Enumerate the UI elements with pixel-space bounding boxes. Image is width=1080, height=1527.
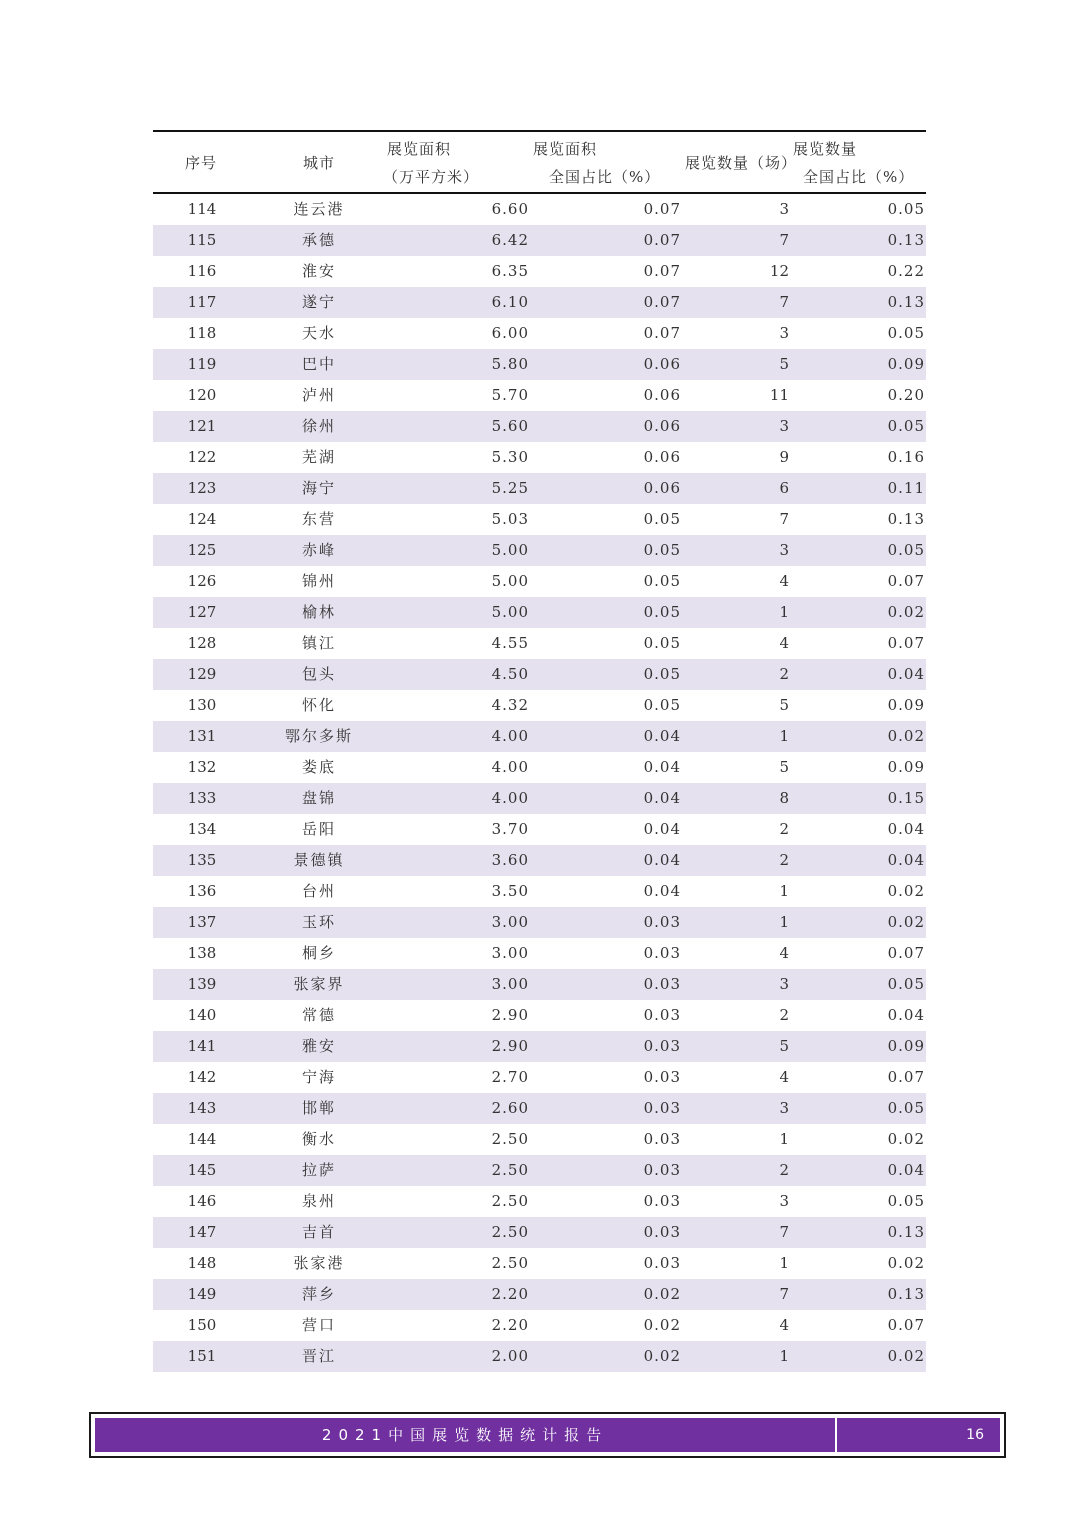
area-share: 0.04: [643, 727, 681, 745]
exhibition-area: 5.03: [491, 510, 529, 528]
exhibition-count: 7: [779, 231, 789, 249]
table-row: [153, 969, 926, 1000]
table-row: [153, 1093, 926, 1124]
count-share: 0.13: [887, 510, 925, 528]
table-header: [153, 132, 926, 192]
row-number: 121: [187, 417, 217, 435]
area-share: 0.04: [643, 789, 681, 807]
area-share: 0.03: [643, 1068, 681, 1086]
exhibition-count: 7: [779, 293, 789, 311]
exhibition-area: 3.60: [491, 851, 529, 869]
area-share: 0.07: [643, 262, 681, 280]
area-share: 0.06: [643, 417, 681, 435]
header-count-share: 展览数量: [793, 140, 858, 158]
row-number: 134: [187, 820, 217, 838]
row-number: 147: [187, 1223, 217, 1241]
row-number: 143: [187, 1099, 217, 1117]
table-row: [153, 1310, 926, 1341]
header-area: 展览面积: [387, 140, 452, 158]
count-share: 0.05: [887, 975, 925, 993]
exhibition-area: 5.00: [491, 541, 529, 559]
row-number: 120: [187, 386, 217, 404]
exhibition-area: 2.50: [491, 1161, 529, 1179]
area-share: 0.07: [643, 324, 681, 342]
area-share: 0.04: [643, 882, 681, 900]
exhibition-area: 3.00: [491, 975, 529, 993]
exhibition-count: 1: [779, 603, 789, 621]
city-name: 天水: [301, 324, 336, 342]
header-no: 序号: [185, 154, 218, 172]
area-share: 0.03: [643, 1006, 681, 1024]
table-row: [153, 783, 926, 814]
row-number: 135: [187, 851, 217, 869]
table-row: [153, 1186, 926, 1217]
city-name: 张家港: [293, 1254, 345, 1272]
city-name: 赤峰: [301, 541, 336, 559]
area-share: 0.05: [643, 510, 681, 528]
exhibition-area: 6.42: [491, 231, 529, 249]
count-share: 0.05: [887, 324, 925, 342]
row-number: 140: [187, 1006, 217, 1024]
table-row: [153, 318, 926, 349]
row-number: 125: [187, 541, 217, 559]
area-share: 0.07: [643, 200, 681, 218]
exhibition-area: 3.70: [491, 820, 529, 838]
row-number: 137: [187, 913, 217, 931]
exhibition-count: 2: [779, 851, 789, 869]
row-number: 138: [187, 944, 217, 962]
exhibition-area: 2.90: [491, 1006, 529, 1024]
area-share: 0.02: [643, 1347, 681, 1365]
exhibition-area: 3.00: [491, 944, 529, 962]
count-share: 0.05: [887, 417, 925, 435]
header-area-share: 展览面积: [533, 140, 598, 158]
area-share: 0.03: [643, 1161, 681, 1179]
area-share: 0.06: [643, 479, 681, 497]
table-row: [153, 845, 926, 876]
count-share: 0.09: [887, 696, 925, 714]
count-share: 0.02: [887, 727, 925, 745]
table-row: [153, 349, 926, 380]
city-name: 包头: [301, 665, 336, 683]
area-share: 0.03: [643, 1099, 681, 1117]
exhibition-count: 7: [779, 1285, 789, 1303]
row-number: 115: [187, 231, 217, 249]
page-number: 16: [966, 1427, 984, 1443]
exhibition-count: 3: [779, 1192, 789, 1210]
table-row: [153, 721, 926, 752]
count-share: 0.07: [887, 1068, 925, 1086]
row-number: 132: [187, 758, 217, 776]
count-share: 0.02: [887, 913, 925, 931]
exhibition-area: 6.00: [491, 324, 529, 342]
exhibition-count: 4: [779, 572, 789, 590]
area-share: 0.03: [643, 1037, 681, 1055]
table-row: [153, 194, 926, 225]
count-share: 0.13: [887, 1223, 925, 1241]
city-name: 泉州: [301, 1192, 336, 1210]
table-row: [153, 938, 926, 969]
exhibition-count: 3: [779, 975, 789, 993]
count-share: 0.09: [887, 1037, 925, 1055]
area-share: 0.04: [643, 820, 681, 838]
exhibition-area: 5.60: [491, 417, 529, 435]
city-name: 桐乡: [301, 944, 336, 962]
count-share: 0.02: [887, 1130, 925, 1148]
city-name: 萍乡: [301, 1285, 336, 1303]
exhibition-count: 1: [779, 913, 789, 931]
table-row: [153, 814, 926, 845]
table-row: [153, 225, 926, 256]
exhibition-count: 4: [779, 634, 789, 652]
exhibition-count: 4: [779, 1316, 789, 1334]
city-name: 遂宁: [301, 293, 336, 311]
area-share: 0.03: [643, 944, 681, 962]
exhibition-area: 2.50: [491, 1192, 529, 1210]
exhibition-area: 6.10: [491, 293, 529, 311]
exhibition-count: 1: [779, 727, 789, 745]
count-share: 0.09: [887, 355, 925, 373]
row-number: 144: [187, 1130, 217, 1148]
area-share: 0.04: [643, 851, 681, 869]
area-share: 0.05: [643, 541, 681, 559]
city-name: 岳阳: [301, 820, 336, 838]
exhibition-area: 5.00: [491, 572, 529, 590]
row-number: 130: [187, 696, 217, 714]
city-name: 海宁: [301, 479, 336, 497]
header-count: 展览数量（场）: [685, 154, 798, 172]
exhibition-area: 2.70: [491, 1068, 529, 1086]
exhibition-count: 11: [769, 386, 789, 404]
exhibition-count: 4: [779, 1068, 789, 1086]
count-share: 0.02: [887, 603, 925, 621]
city-name: 娄底: [301, 758, 336, 776]
city-name: 景德镇: [293, 851, 345, 869]
table-row: [153, 597, 926, 628]
exhibition-area: 5.80: [491, 355, 529, 373]
row-number: 139: [187, 975, 217, 993]
header-city: 城市: [303, 154, 336, 172]
city-name: 张家界: [293, 975, 345, 993]
count-share: 0.16: [887, 448, 925, 466]
exhibition-count: 5: [779, 1037, 789, 1055]
area-share: 0.03: [643, 1192, 681, 1210]
exhibition-count: 2: [779, 1006, 789, 1024]
row-number: 119: [187, 355, 217, 373]
count-share: 0.15: [887, 789, 925, 807]
area-share: 0.02: [643, 1316, 681, 1334]
header-count-share-unit: 全国占比（%）: [803, 168, 915, 186]
table-row: [153, 1248, 926, 1279]
exhibition-area: 2.60: [491, 1099, 529, 1117]
area-share: 0.05: [643, 634, 681, 652]
table-row: [153, 1124, 926, 1155]
city-name: 台州: [301, 882, 336, 900]
count-share: 0.04: [887, 665, 925, 683]
count-share: 0.22: [887, 262, 925, 280]
city-name: 徐州: [301, 417, 336, 435]
exhibition-area: 2.50: [491, 1223, 529, 1241]
row-number: 145: [187, 1161, 217, 1179]
report-title: 2021中国展览数据统计报告: [321, 1426, 609, 1444]
exhibition-count: 3: [779, 324, 789, 342]
exhibition-count: 12: [769, 262, 789, 280]
area-share: 0.05: [643, 665, 681, 683]
area-share: 0.05: [643, 696, 681, 714]
table-row: [153, 628, 926, 659]
city-name: 承德: [301, 231, 336, 249]
city-name: 锦州: [301, 572, 336, 590]
row-number: 131: [187, 727, 217, 745]
table-row: [153, 1062, 926, 1093]
row-number: 124: [187, 510, 217, 528]
city-name: 拉萨: [301, 1161, 336, 1179]
area-share: 0.07: [643, 293, 681, 311]
count-share: 0.11: [887, 479, 925, 497]
exhibition-area: 3.00: [491, 913, 529, 931]
count-share: 0.13: [887, 293, 925, 311]
row-number: 148: [187, 1254, 217, 1272]
city-name: 玉环: [301, 913, 336, 931]
exhibition-count: 1: [779, 1130, 789, 1148]
area-share: 0.06: [643, 448, 681, 466]
city-name: 巴中: [301, 355, 336, 373]
city-name: 榆林: [301, 603, 336, 621]
table-row: [153, 566, 926, 597]
exhibition-area: 2.90: [491, 1037, 529, 1055]
exhibition-count: 8: [779, 789, 789, 807]
city-name: 鄂尔多斯: [284, 727, 353, 745]
exhibition-table: [153, 130, 926, 1372]
exhibition-area: 2.50: [491, 1130, 529, 1148]
exhibition-count: 1: [779, 882, 789, 900]
table-row: [153, 907, 926, 938]
area-share: 0.05: [643, 603, 681, 621]
count-share: 0.02: [887, 1347, 925, 1365]
table-row: [153, 1155, 926, 1186]
exhibition-count: 5: [779, 758, 789, 776]
count-share: 0.05: [887, 200, 925, 218]
table-row: [153, 473, 926, 504]
count-share: 0.07: [887, 944, 925, 962]
table-row: [153, 535, 926, 566]
row-number: 122: [187, 448, 217, 466]
table-row: [153, 411, 926, 442]
row-number: 133: [187, 789, 217, 807]
city-name: 雅安: [301, 1037, 336, 1055]
row-number: 116: [187, 262, 217, 280]
city-name: 泸州: [301, 386, 336, 404]
count-share: 0.05: [887, 1192, 925, 1210]
exhibition-count: 1: [779, 1254, 789, 1272]
table-row: [153, 380, 926, 411]
exhibition-area: 5.00: [491, 603, 529, 621]
count-share: 0.05: [887, 541, 925, 559]
row-number: 149: [187, 1285, 217, 1303]
count-share: 0.02: [887, 1254, 925, 1272]
area-share: 0.03: [643, 975, 681, 993]
exhibition-count: 2: [779, 1161, 789, 1179]
table-row: [153, 659, 926, 690]
count-share: 0.05: [887, 1099, 925, 1117]
area-share: 0.03: [643, 1130, 681, 1148]
exhibition-count: 9: [779, 448, 789, 466]
count-share: 0.07: [887, 634, 925, 652]
exhibition-area: 2.00: [491, 1347, 529, 1365]
table-row: [153, 1217, 926, 1248]
table-row: [153, 876, 926, 907]
exhibition-count: 3: [779, 417, 789, 435]
exhibition-count: 3: [779, 200, 789, 218]
table-row: [153, 752, 926, 783]
count-share: 0.07: [887, 572, 925, 590]
area-share: 0.07: [643, 231, 681, 249]
exhibition-area: 4.00: [491, 727, 529, 745]
exhibition-count: 3: [779, 1099, 789, 1117]
area-share: 0.04: [643, 758, 681, 776]
exhibition-area: 2.20: [491, 1285, 529, 1303]
exhibition-area: 5.25: [491, 479, 529, 497]
city-name: 盘锦: [301, 789, 336, 807]
count-share: 0.04: [887, 1006, 925, 1024]
count-share: 0.04: [887, 851, 925, 869]
table-row: [153, 504, 926, 535]
city-name: 常德: [301, 1006, 336, 1024]
table-row: [153, 1031, 926, 1062]
table-row: [153, 442, 926, 473]
count-share: 0.13: [887, 231, 925, 249]
exhibition-count: 1: [779, 1347, 789, 1365]
count-share: 0.07: [887, 1316, 925, 1334]
exhibition-count: 2: [779, 820, 789, 838]
area-share: 0.06: [643, 386, 681, 404]
row-number: 146: [187, 1192, 217, 1210]
city-name: 镇江: [301, 634, 336, 652]
exhibition-area: 3.50: [491, 882, 529, 900]
row-number: 118: [187, 324, 217, 342]
count-share: 0.20: [887, 386, 925, 404]
row-number: 141: [187, 1037, 217, 1055]
exhibition-count: 7: [779, 1223, 789, 1241]
exhibition-area: 6.60: [491, 200, 529, 218]
row-number: 142: [187, 1068, 217, 1086]
exhibition-count: 3: [779, 541, 789, 559]
city-name: 邯郸: [301, 1099, 336, 1117]
row-number: 117: [187, 293, 217, 311]
area-share: 0.03: [643, 1254, 681, 1272]
table-row: [153, 1341, 926, 1372]
count-share: 0.04: [887, 820, 925, 838]
area-share: 0.02: [643, 1285, 681, 1303]
city-name: 连云港: [293, 200, 345, 218]
exhibition-count: 2: [779, 665, 789, 683]
exhibition-area: 5.70: [491, 386, 529, 404]
city-name: 宁海: [301, 1068, 336, 1086]
exhibition-area: 4.50: [491, 665, 529, 683]
footer-bar: [95, 1418, 1000, 1452]
table-row: [153, 690, 926, 721]
area-share: 0.06: [643, 355, 681, 373]
count-share: 0.13: [887, 1285, 925, 1303]
row-number: 126: [187, 572, 217, 590]
row-number: 128: [187, 634, 217, 652]
exhibition-count: 4: [779, 944, 789, 962]
count-share: 0.02: [887, 882, 925, 900]
row-number: 136: [187, 882, 217, 900]
city-name: 吉首: [301, 1223, 336, 1241]
exhibition-area: 4.00: [491, 758, 529, 776]
count-share: 0.04: [887, 1161, 925, 1179]
table-body: [153, 194, 926, 1372]
row-number: 114: [187, 200, 217, 218]
exhibition-area: 4.32: [491, 696, 529, 714]
count-share: 0.09: [887, 758, 925, 776]
header-area-share-unit: 全国占比（%）: [549, 168, 661, 186]
exhibition-area: 6.35: [491, 262, 529, 280]
table-row: [153, 287, 926, 318]
table-row: [153, 256, 926, 287]
exhibition-area: 2.20: [491, 1316, 529, 1334]
area-share: 0.03: [643, 1223, 681, 1241]
city-name: 东营: [301, 510, 336, 528]
header-area-unit: （万平方米）: [383, 168, 480, 186]
table-row: [153, 1000, 926, 1031]
table-row: [153, 1279, 926, 1310]
exhibition-area: 2.50: [491, 1254, 529, 1272]
page-footer: [89, 1412, 1006, 1458]
city-name: 怀化: [301, 696, 336, 714]
city-name: 淮安: [301, 262, 336, 280]
row-number: 151: [187, 1347, 217, 1365]
row-number: 150: [187, 1316, 217, 1334]
exhibition-count: 5: [779, 355, 789, 373]
city-name: 晋江: [301, 1347, 336, 1365]
city-name: 衡水: [301, 1130, 336, 1148]
area-share: 0.03: [643, 913, 681, 931]
exhibition-count: 6: [779, 479, 789, 497]
exhibition-area: 4.00: [491, 789, 529, 807]
exhibition-area: 5.30: [491, 448, 529, 466]
exhibition-count: 7: [779, 510, 789, 528]
area-share: 0.05: [643, 572, 681, 590]
row-number: 127: [187, 603, 217, 621]
exhibition-count: 5: [779, 696, 789, 714]
row-number: 129: [187, 665, 217, 683]
row-number: 123: [187, 479, 217, 497]
city-name: 营口: [301, 1316, 336, 1334]
exhibition-area: 4.55: [491, 634, 529, 652]
city-name: 芜湖: [301, 448, 336, 466]
